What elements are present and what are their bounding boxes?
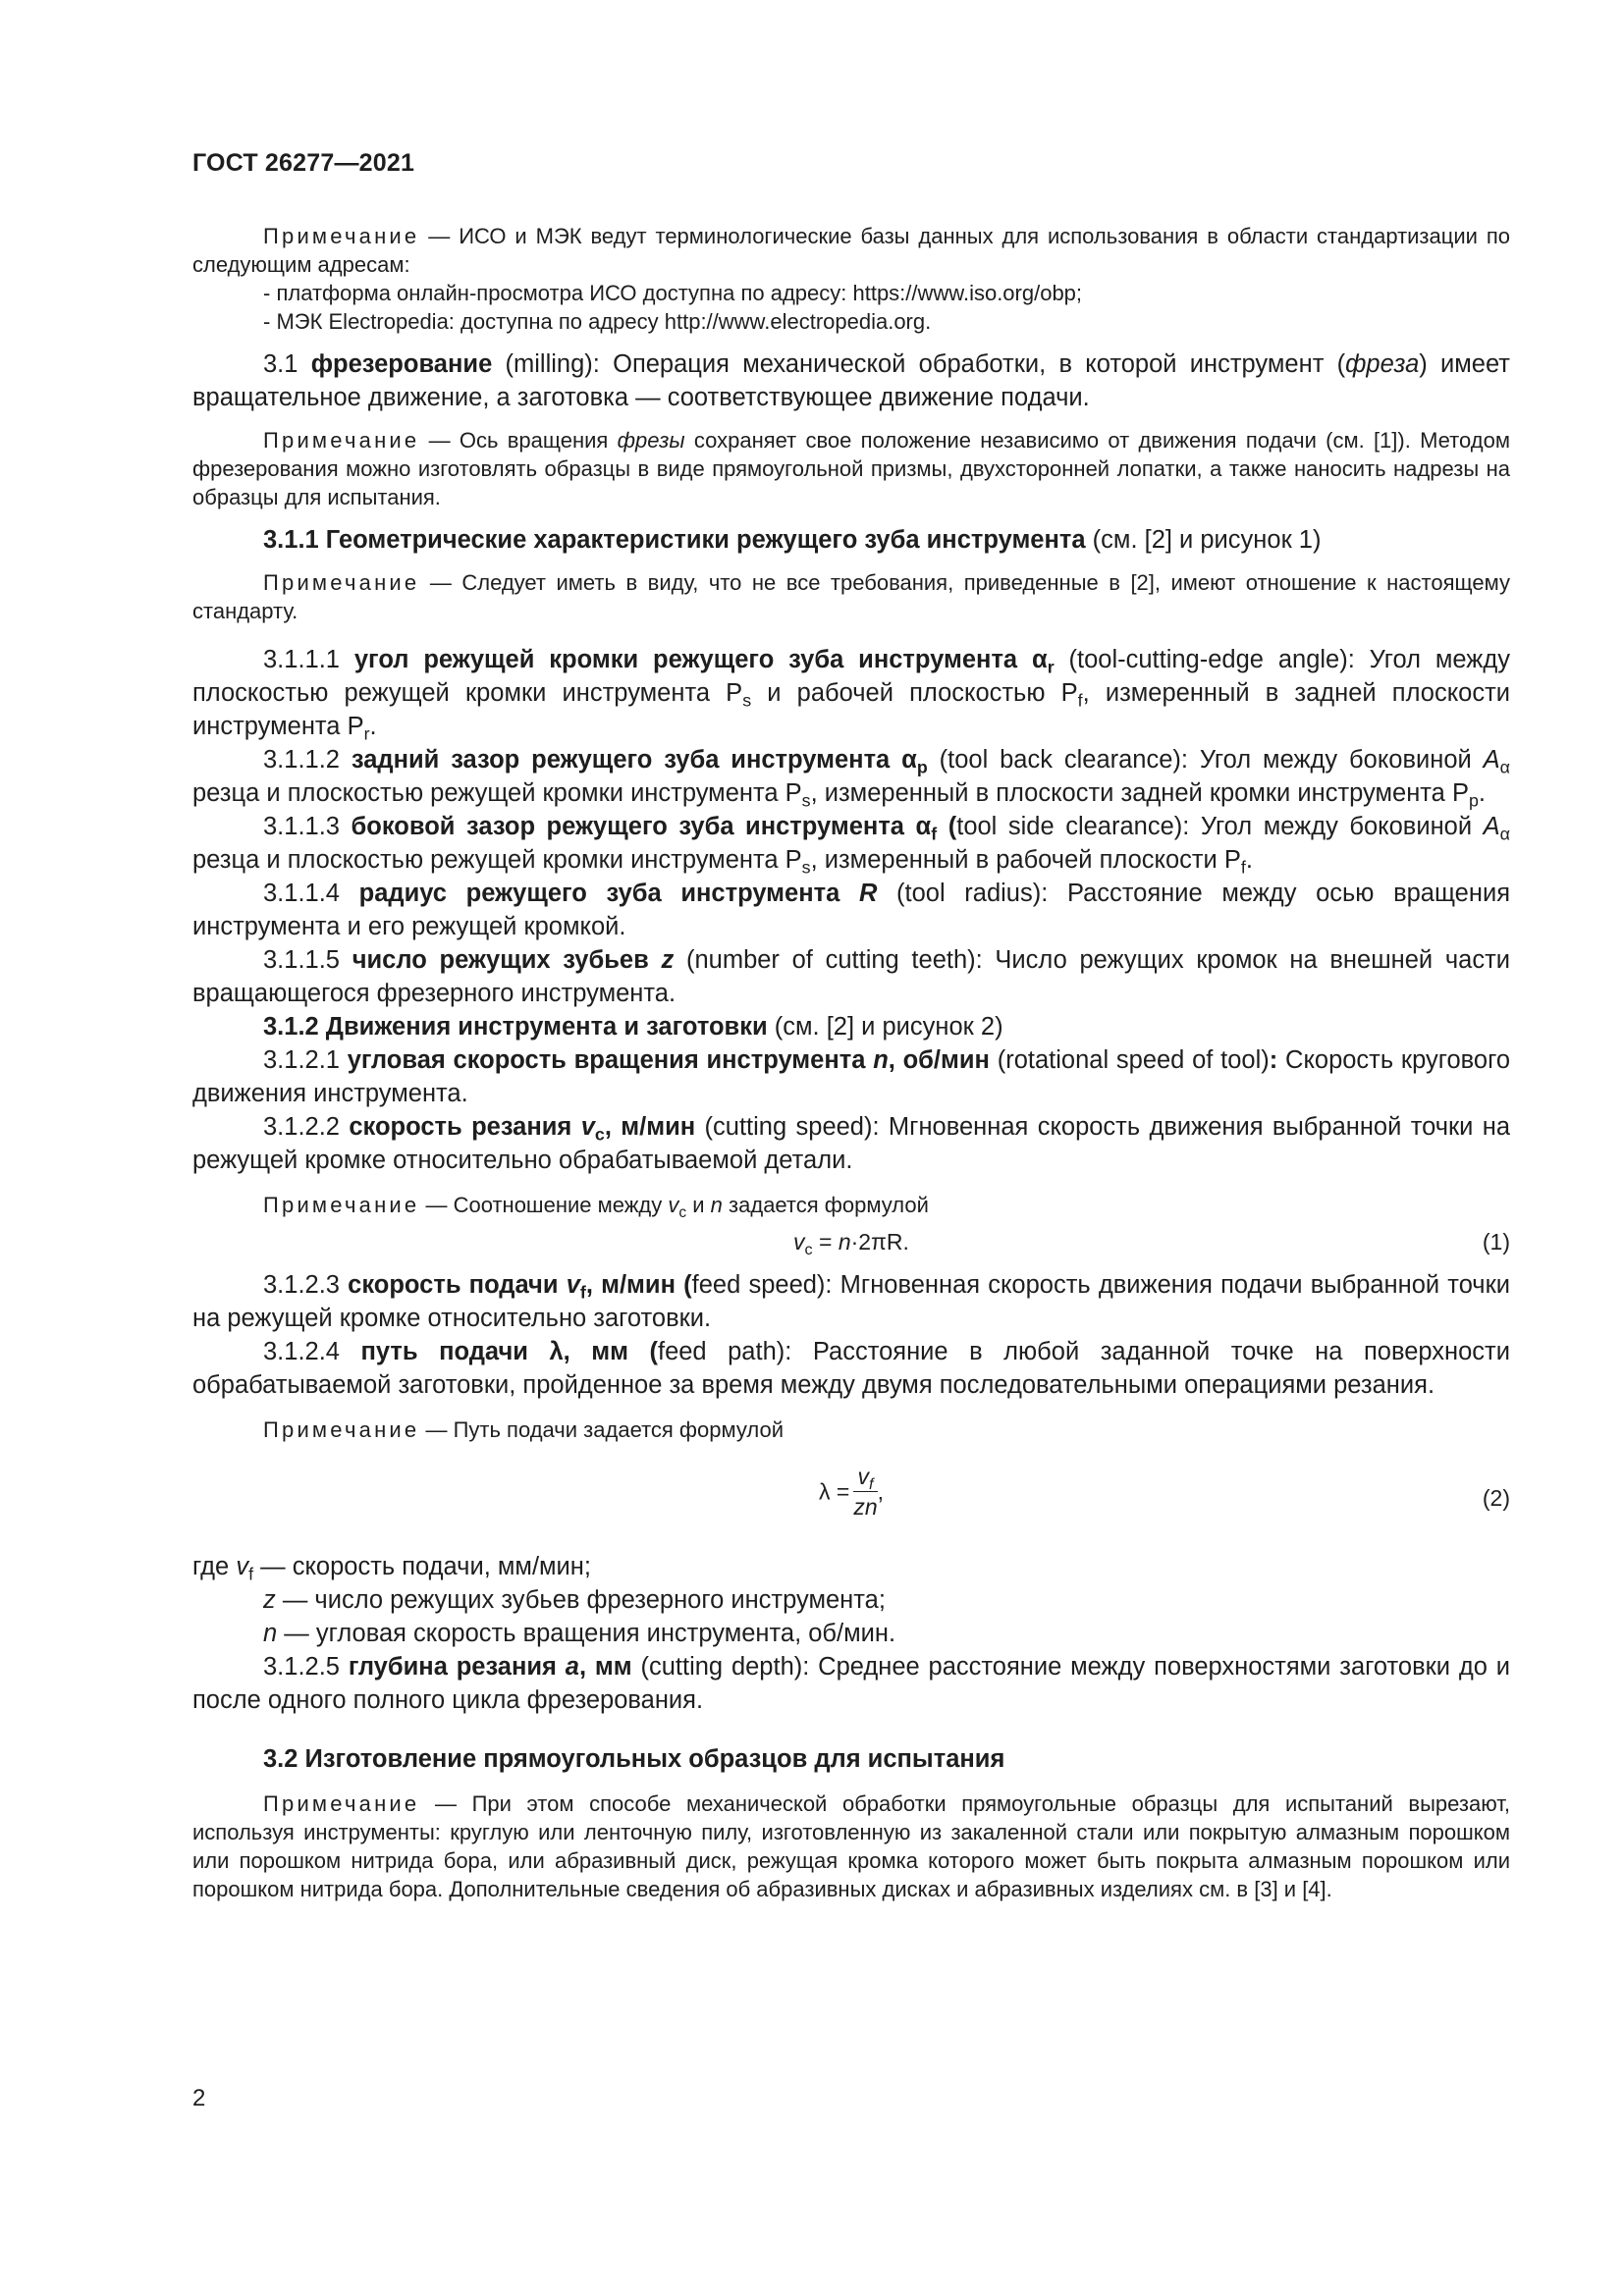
term-3-1-2-1: 3.1.2.1 угловая скорость вращения инструмента n, об/мин (rotational speed of tool): Скорость кругового движения инструмента. xyxy=(192,1046,1510,1107)
where-list xyxy=(192,1550,1510,1650)
standard-header: ГОСТ 26277—2021 xyxy=(192,149,415,177)
section-3-2: 3.2 Изготовление прямоугольных образцов для испытания xyxy=(263,1745,1005,1773)
term-3-1-2-5: 3.1.2.5 глубина резания a, мм (cutting depth): Среднее расстояние между поверхностями заготовки до и после одного полного цикла фрезерования. xyxy=(192,1653,1510,1714)
formula-2 xyxy=(192,1462,1510,1532)
note-label: Примечание xyxy=(263,224,420,248)
term-3-1-2-3: 3.1.2.3 скорость подачи $v_f$, м/мин (feed speed): Мгновенная скорость движения подачи выбранной точки на режущей кромке относительно заготовки. xyxy=(192,1271,1510,1332)
note-iso-iec xyxy=(192,222,1510,336)
iso-obp-line: - платформа онлайн-просмотра ИСО доступна по адресу: https://www.iso.org/obp; xyxy=(263,281,1083,305)
electropedia-line: - МЭК Electropedia: доступна по адресу http://www.electropedia.org. xyxy=(263,309,932,334)
note-feed-path: Примечание — Путь подачи задается формулой xyxy=(263,1417,784,1442)
formula-expression: λ = $\frac{v_f}{zn}$ , xyxy=(818,1464,884,1520)
term-3-1-2-2: 3.1.2.2 скорость резания $v_c$, м/мин (cutting speed): Мгновенная скорость движения выбранной точки на режущей кромке относительно обрабатываемой детали. xyxy=(192,1113,1511,1174)
note-label: Примечание xyxy=(263,428,420,453)
where-n: n — угловая скорость вращения инструмента, об/мин. xyxy=(263,1620,896,1647)
note-paragraph: Примечание — ИСО и МЭК ведут терминологические базы данных для использования в области стандартизации по следующим адресам: xyxy=(192,224,1510,277)
formula-expression: $v_c = n\cdot 2\pi R$. xyxy=(793,1229,909,1259)
term-3-1-1-3: 3.1.1.3 боковой зазор режущего зуба инструмента $\alpha_f$ (tool side clearance): Угол между боковиной $A_\alpha$ резца и плоскостью режущей кромки инструмента $P_s$, измеренный в рабочей плоскости $P_f$. xyxy=(192,813,1510,878)
note-label: Примечание xyxy=(263,1193,420,1217)
note-label: Примечание xyxy=(263,570,420,595)
where-z: z — число режущих зубьев фрезерного инструмента; xyxy=(263,1586,886,1614)
formula-1 xyxy=(192,1225,1510,1258)
section-3-1-2: 3.1.2 Движения инструмента и заготовки (см. [2] и рисунок 2) xyxy=(263,1013,1003,1041)
term-3-1-2-4: 3.1.2.4 путь подачи λ, мм (feed path): Расстояние в любой заданной точке на поверхности обрабатываемой заготовки, пройденное за время между двумя последовательными операциями резания. xyxy=(192,1338,1510,1399)
term-3-1-1-1: 3.1.1.1 угол режущей кромки режущего зуба инструмента $\alpha_r$ (tool-cutting-edge angle): Угол между плоскостью режущей кромки инструмента $P_s$ и рабочей плоскостью $P_f$, измеренный в задней плоскости инструмента $P_r$. xyxy=(192,646,1511,744)
note-speed-relation: Примечание — Соотношение между $v_c$ и n задается формулой xyxy=(263,1193,929,1221)
note-milling-axis: Примечание — Ось вращения фрезы сохраняет свое положение независимо от движения подачи (см. [1]). Методом фрезерования можно изготовлять образцы в виде прямоугольной призмы, двухсторонней лопатки, а также наносить надрезы на образцы для испытания. xyxy=(192,428,1510,509)
section-3-1: 3.1 фрезерование (milling): Операция механической обработки, в которой инструмент (фреза) имеет вращательное движение, а заготовка — соответствующее движение подачи. xyxy=(192,350,1510,411)
page-number: 2 xyxy=(192,2085,206,2111)
formula-number: (2) xyxy=(1482,1485,1510,1511)
where-vf: где $v_f$ — скорость подачи, мм/мин; xyxy=(192,1553,591,1584)
term-3-1-1-4: 3.1.1.4 радиус режущего зуба инструмента R (tool radius): Расстояние между осью вращения инструмента и его режущей кромкой. xyxy=(192,880,1510,940)
note-label: Примечание xyxy=(263,1791,420,1816)
note-cutting-tools: Примечание — При этом способе механической обработки прямоугольные образцы для испытаний вырезают, используя инструменты: круглую или ленточную пилу, изготовленную из закаленной стали или покрытую алмазным порошком или порошком нитрида бора, или абразивный диск, режущая кромка которого может быть покрыта алмазным порошком или порошком нитрида бора. Дополнительные сведения об абразивных дисках и абразивных изделиях см. в [3] и [4]. xyxy=(192,1791,1510,1901)
term-3-1-1-5: 3.1.1.5 число режущих зубьев z (number of cutting teeth): Число режущих кромок на внешней части вращающегося фрезерного инструмента. xyxy=(192,946,1511,1007)
fraction: $\frac{v_f}{zn}$ xyxy=(853,1464,878,1520)
note-label: Примечание xyxy=(263,1417,420,1442)
term-3-1-1-2: 3.1.1.2 задний зазор режущего зуба инструмента $\alpha_p$ (tool back clearance): Угол между боковиной $A_\alpha$ резца и плоскостью режущей кромки инструмента $P_s$, измеренный в плоскости задней кромки инструмента $P_p$. xyxy=(192,746,1510,811)
document-body xyxy=(192,222,1510,1903)
section-3-1-1: 3.1.1 Геометрические характеристики режущего зуба инструмента (см. [2] и рисунок 1) xyxy=(263,526,1322,554)
note-requirements: Примечание — Следует иметь в виду, что не все требования, приведенные в [2], имеют отношение к настоящему стандарту. xyxy=(192,570,1510,623)
formula-number: (1) xyxy=(1482,1229,1510,1255)
